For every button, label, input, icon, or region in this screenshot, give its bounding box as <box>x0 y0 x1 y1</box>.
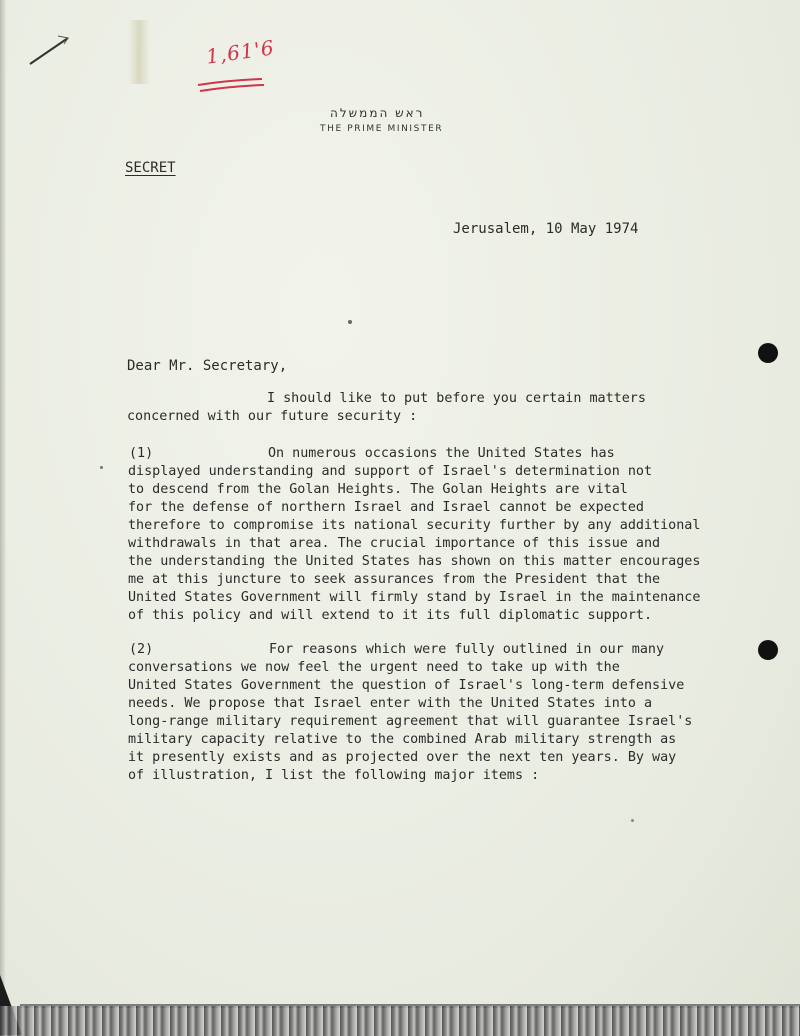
paragraph-line: to descend from the Golan Heights. The Golan Heights are vital <box>128 482 628 497</box>
punch-hole <box>758 343 778 363</box>
tape-residue <box>128 20 150 84</box>
paragraph-line: therefore to compromise its national security further by any additional <box>128 518 701 533</box>
classification-marking: SECRET <box>125 160 176 176</box>
letterhead-english-title: THE PRIME MINISTER <box>320 124 444 134</box>
paragraph-number: (1) <box>129 446 154 461</box>
intro-line: concerned with our future security : <box>127 409 418 424</box>
paper-speck <box>100 466 103 469</box>
paper-speck <box>631 819 634 822</box>
pencil-check-mark <box>28 32 72 68</box>
paragraph-line: On numerous occasions the United States has <box>268 446 615 461</box>
date-line: Jerusalem, 10 May 1974 <box>453 221 639 237</box>
paragraph-line: conversations we now feel the urgent need to take up with the <box>128 660 620 675</box>
salutation: Dear Mr. Secretary, <box>127 358 288 374</box>
page-left-edge <box>0 0 6 1036</box>
paper-speck <box>348 320 352 324</box>
paragraph-line: withdrawals in that area. The crucial importance of this issue and <box>128 536 661 551</box>
paragraph-line: of this policy and will extend to it its full diplomatic support. <box>128 608 653 623</box>
paragraph-line: for the defense of northern Israel and Israel cannot be expected <box>128 500 644 515</box>
paragraph-line: military capacity relative to the combined Arab military strength as <box>128 732 677 747</box>
punch-hole <box>758 640 778 660</box>
paragraph-line: long-range military requirement agreement that will guarantee Israel's <box>128 714 693 729</box>
paragraph-line: United States Government will firmly stand by Israel in the maintenance <box>128 590 701 605</box>
paragraph-line: the understanding the United States has shown on this matter encourages <box>128 554 701 569</box>
paragraph-number: (2) <box>129 642 154 657</box>
letterhead-hebrew-title: ראש הממשלה <box>330 106 425 120</box>
paragraph-line: me at this juncture to seek assurances from the President that the <box>128 572 661 587</box>
intro-line: I should like to put before you certain matters <box>267 391 646 406</box>
red-double-underline <box>196 76 266 94</box>
handwritten-red-note: 1,61'6 <box>204 35 277 69</box>
paragraph-line: United States Government the question of Israel's long-term defensive <box>128 678 685 693</box>
paragraph-line: needs. We propose that Israel enter with the United States into a <box>128 696 653 711</box>
scan-bottom-strip <box>0 1006 800 1036</box>
paragraph-line: For reasons which were fully outlined in our many <box>269 642 665 657</box>
paragraph-line: of illustration, I list the following major items : <box>128 768 540 783</box>
paragraph-line: it presently exists and as projected over the next ten years. By way <box>128 750 677 765</box>
paragraph-line: displayed understanding and support of Israel's determination not <box>128 464 653 479</box>
